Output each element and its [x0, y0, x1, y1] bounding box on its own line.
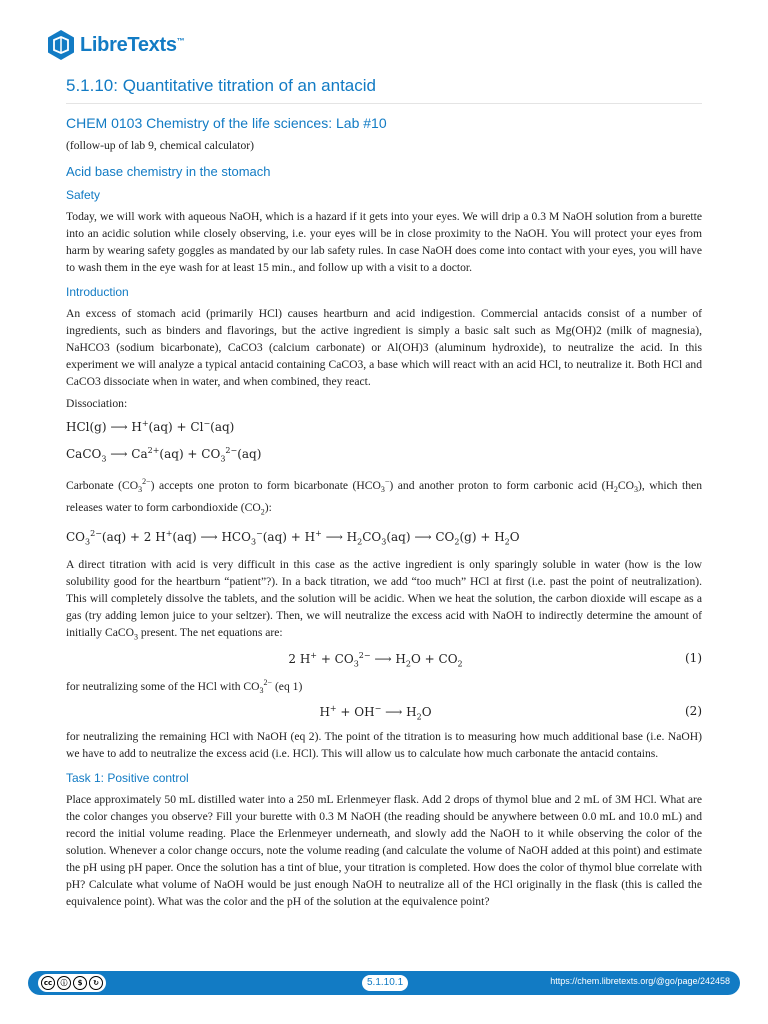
cc-icon: cc: [41, 976, 55, 990]
carbonate-paragraph: Carbonate $(CO_3^{2-})$ accepts one proton to form bicarbonate $(HCO_3^-)$ and another proton to form carbonic acid $(H_2CO_3)$, which then releases water to form carbondioxide $(CO_2)$:: [66, 477, 702, 516]
equation-caco3-dissociation: CaCO$_3$ ⟶ $Ca^{2+}(aq) + CO_3^{2-}(aq)$: [66, 446, 262, 464]
section-heading: Acid base chemistry in the stomach: [66, 164, 271, 179]
libretexts-logo-icon: [46, 29, 76, 61]
task-1-text: Place approximately 50 mL distilled water into a 250 mL Erlenmeyer flask. Add 2 drops of thymol blue and 2 mL of 3M HCl. What are the color changes you observe? Fill your burette with 0.3 M NaOH (the reading should be anywhere between 0.0 mL and 10.0 mL) and record the initial volume reading. Place the Erlenmeyer underneath, and slowly add the NaOH to it while observing the color of the solution. Whenever a color change occurs, note the volume reading (and calculate the volume of NaOH added at this point) and estimate the pH using pH paper. Once the solution has a tint of blue, your titration is completed. How does the color of thymol blue correlate with pH? Calculate what volume of NaOH would be just enough NaOH to neutralize all of the HCl originally in the flask (this is called the equivalence point). What was the color and the pH of the solution at the equivalence point?: [66, 792, 702, 908]
safety-text: Today, we will work with aqueous NaOH, which is a hazard if it gets into your eyes. We will drip a 0.3 M NaOH solution from a burette into an acidic solution while closely observing, i.e. your eyes will be in close proximity to the NaOH. You will protect your eyes from harm by wearing safety goggles as mandated by our lab safety rules. In case NaOH does come into contact with your eyes, you will have to wash them in the eye wash for at least 15 min., and follow up with a visit to a doctor.: [66, 210, 702, 274]
libretexts-logo[interactable]: [46, 28, 184, 62]
sa-icon: ↻: [89, 976, 103, 990]
page-number: 5.1.10.1: [362, 975, 408, 991]
equation-carbonate-protonation: $CO_3^{2-}(aq) + 2$ H+(aq) ⟶ $HCO_3^-(aq) + H^+$ ⟶ $H_2CO_3(aq)$ ⟶ $CO_2(g) + H_2O$: [66, 528, 520, 547]
equation-1: 2 $H^+ + CO_3^{2-}$ ⟶ $H_2O + CO_2$ (1): [288, 650, 702, 668]
equation-1-note: for neutralizing some of the HCl with $CO_3^{2-}$ (eq 1): [66, 677, 303, 696]
page-footer: [28, 971, 740, 995]
by-icon: ⓘ: [57, 976, 71, 990]
equation-2-note: for neutralizing the remaining HCl with NaOH (eq 2). The point of the titration is to measuring how much additional base (i.e. NaOH) we have to add to neutralize the excess acid (i.e. HCl). This will allow us to calculate how much carbonate the antacid contains.: [66, 729, 702, 760]
safety-heading: Safety: [66, 188, 101, 202]
dissociation-label: Dissociation:: [66, 397, 128, 410]
page-title: 5.1.10: Quantitative titration of an antacid: [66, 76, 702, 104]
introduction-heading: Introduction: [66, 285, 129, 299]
course-heading: CHEM 0103 Chemistry of the life sciences: Lab #10: [66, 115, 387, 131]
license-badge[interactable]: [38, 974, 106, 992]
brand-name: LibreTexts™: [80, 33, 185, 56]
page-content: [66, 76, 702, 915]
page-url-link[interactable]: https://chem.libretexts.org/@go/page/242458: [550, 976, 730, 986]
course-note: (follow-up of lab 9, chemical calculator): [66, 139, 254, 152]
equation-hcl-dissociation: HCl(g) ⟶ H+(aq) + Cl−(aq): [66, 419, 235, 434]
back-titration-paragraph: A direct titration with acid is very difficult in this case as the active ingredient is only sparingly soluble in water (how is the low solubility good for the heartburn “patient”?). In a back titration, we add “too much” HCl at first (i.e. past the point of neutralization). This will completely dissolve the tablets, and the solution will be acidic. When we heat the solution, the carbon dioxide will escape as a gas (try adding lemon juice to your seltzer). Then, we will neutralize the excess acid with NaOH to indirectly determine the amount of initially CaCO$_3$ present. The net equations are:: [66, 558, 702, 642]
introduction-text: An excess of stomach acid (primarily HCl) causes heartburn and acid indigestion. Commercial antacids consist of a number of ingredients, such as binders and flavorings, but the active ingredient is simply a basic salt such as Mg(OH)2 (milk of magnesia), NaHCO3 (sodium bicarbonate), CaCO3 (calcium carbonate) or Al(OH)3 (aluminum hydroxide), to neutralize the acid. In this experiment we will analyze a typical antacid containing CaCO3, a base which will react with an acid HCl, to neutralize it. Both HCl and CaCO3 dissociate when in water, and when combined, they react.: [66, 307, 702, 388]
equation-2: H+ + OH− ⟶ $H_2O$ (2): [319, 704, 702, 722]
nc-icon: $: [73, 976, 87, 990]
task-1-heading: Task 1: Positive control: [66, 770, 189, 785]
